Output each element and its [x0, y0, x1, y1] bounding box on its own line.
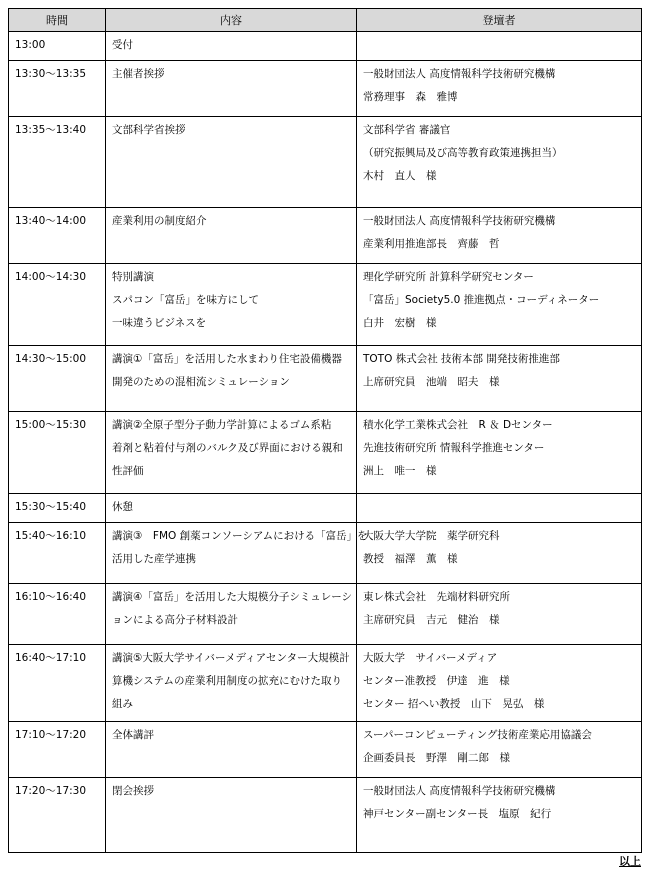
speaker-cell	[357, 778, 642, 853]
header-content: 内容	[106, 9, 357, 32]
table-row	[9, 264, 642, 346]
content-cell	[106, 722, 357, 778]
speaker-line: 一般財団法人 高度情報科学技術研究機構	[363, 785, 556, 797]
time-cell	[9, 117, 106, 208]
speaker-line: 文部科学省 審議官	[363, 124, 451, 136]
table-row	[9, 778, 642, 853]
content-cell	[106, 494, 357, 523]
speaker-cell	[357, 32, 642, 61]
speaker-cell	[357, 584, 642, 645]
speaker-line: 主席研究員 吉元 健治 様	[363, 614, 500, 626]
time-text: 15:40～16:10	[15, 530, 87, 542]
time-text: 15:30～15:40	[15, 501, 87, 513]
speaker-line: 先進技術研究所 情報科学推進センター	[363, 442, 545, 454]
content-line: 講演⑤大阪大学サイバーメディアセンター大規模計	[112, 652, 350, 664]
content-cell	[106, 264, 357, 346]
content-cell	[106, 412, 357, 494]
table-row	[9, 412, 642, 494]
table-row	[9, 346, 642, 412]
table-row	[9, 32, 642, 61]
time-cell	[9, 264, 106, 346]
time-cell	[9, 346, 106, 412]
time-text: 14:00～14:30	[15, 271, 87, 283]
time-cell	[9, 412, 106, 494]
header-time: 時間	[9, 9, 106, 32]
time-text: 16:40～17:10	[15, 652, 87, 664]
time-text: 14:30～15:00	[15, 353, 87, 365]
speaker-cell	[357, 117, 642, 208]
time-cell	[9, 645, 106, 722]
content-line: 全体講評	[112, 729, 154, 741]
content-line: 算機システムの産業利用制度の拡充にむけた取り	[112, 675, 342, 687]
content-line: 講演①「富岳」を活用した水まわり住宅設備機器	[112, 353, 342, 365]
content-line: 受付	[112, 39, 133, 51]
content-cell	[106, 32, 357, 61]
table-row	[9, 208, 642, 264]
content-line: スパコン「富岳」を味方にして	[112, 294, 259, 306]
table-row	[9, 645, 642, 722]
speaker-cell	[357, 494, 642, 523]
speaker-line: 東レ株式会社 先端材料研究所	[363, 591, 510, 603]
content-cell	[106, 208, 357, 264]
content-cell	[106, 346, 357, 412]
speaker-line: 洲上 唯一 様	[363, 465, 437, 477]
time-text: 13:40～14:00	[15, 215, 87, 227]
speaker-cell	[357, 645, 642, 722]
content-line: 休憩	[112, 501, 133, 513]
time-cell	[9, 722, 106, 778]
content-line: 講演③ FMO 創薬コンソーシアムにおける「富岳」を	[112, 530, 368, 542]
time-cell	[9, 32, 106, 61]
time-cell	[9, 584, 106, 645]
time-text: 13:30～13:35	[15, 68, 87, 80]
content-line: 着剤と粘着付与剤のバルク及び界面における親和	[112, 442, 343, 454]
content-line: 性評価	[112, 465, 144, 477]
speaker-line: 教授 福澤 薫 様	[363, 553, 458, 565]
speaker-line: 企画委員長 野澤 剛二郎 様	[363, 752, 510, 764]
speaker-line: 常務理事 森 雅博	[363, 91, 458, 103]
time-text: 17:10～17:20	[15, 729, 87, 741]
content-line: 文部科学省挨拶	[112, 124, 186, 136]
table-row	[9, 584, 642, 645]
table-row	[9, 722, 642, 778]
speaker-line: 大阪大学大学院 薬学研究科	[363, 530, 500, 542]
speaker-line: 理化学研究所 計算科学研究センター	[363, 271, 534, 283]
speaker-line: センター 招へい教授 山下 晃弘 様	[363, 698, 545, 710]
speaker-cell	[357, 412, 642, 494]
closing-mark: 以上	[619, 855, 641, 868]
speaker-line: 一般財団法人 高度情報科学技術研究機構	[363, 215, 556, 227]
speaker-cell	[357, 61, 642, 117]
speaker-line: TOTO 株式会社 技術本部 開発技術推進部	[363, 353, 560, 365]
schedule-table	[8, 8, 642, 853]
time-text: 16:10～16:40	[15, 591, 87, 603]
content-line: 講演④「富岳」を活用した大規模分子シミュレーシ	[112, 591, 352, 603]
content-line: 閉会挨拶	[112, 785, 154, 797]
speaker-cell	[357, 208, 642, 264]
table-row	[9, 117, 642, 208]
content-line: 活用した産学連携	[112, 553, 196, 565]
table-row	[9, 494, 642, 523]
speaker-line: 木村 直人 様	[363, 170, 437, 182]
content-line: 講演②全原子型分子動力学計算によるゴム系粘	[112, 419, 332, 431]
content-cell	[106, 584, 357, 645]
speaker-line: センター准教授 伊達 進 様	[363, 675, 510, 687]
header-row	[9, 9, 642, 32]
speaker-line: 神戸センター副センター長 塩原 紀行	[363, 808, 552, 820]
time-cell	[9, 61, 106, 117]
time-text: 13:35～13:40	[15, 124, 87, 136]
content-line: 特別講演	[112, 271, 154, 283]
speaker-line: 上席研究員 池端 昭夫 様	[363, 376, 500, 388]
time-text: 15:00～15:30	[15, 419, 87, 431]
content-line: ョンによる高分子材料設計	[112, 614, 238, 626]
speaker-line: スーパーコンピューティング技術産業応用協議会	[363, 729, 592, 741]
content-line: 組み	[112, 698, 133, 710]
content-line: 主催者挨拶	[112, 68, 165, 80]
content-cell	[106, 117, 357, 208]
content-cell	[106, 645, 357, 722]
content-line: 一味違うビジネスを	[112, 317, 207, 329]
speaker-cell	[357, 264, 642, 346]
time-cell	[9, 778, 106, 853]
schedule-body	[9, 32, 642, 853]
time-text: 17:20～17:30	[15, 785, 87, 797]
speaker-line: 一般財団法人 高度情報科学技術研究機構	[363, 68, 556, 80]
speaker-cell	[357, 523, 642, 584]
speaker-line: 白井 宏樹 様	[363, 317, 437, 329]
speaker-cell	[357, 722, 642, 778]
content-cell	[106, 61, 357, 117]
speaker-line: 「富岳」Society5.0 推進拠点・コーディネーター	[363, 294, 600, 306]
time-cell	[9, 208, 106, 264]
header-speaker: 登壇者	[357, 9, 642, 32]
time-text: 13:00	[15, 39, 46, 51]
speaker-line: 大阪大学 サイバーメディア	[363, 652, 498, 664]
time-cell	[9, 523, 106, 584]
content-cell	[106, 523, 368, 584]
content-line: 産業利用の制度紹介	[112, 215, 207, 227]
time-cell	[9, 494, 106, 523]
content-cell	[106, 778, 357, 853]
speaker-cell	[357, 346, 642, 412]
table-row	[9, 61, 642, 117]
speaker-line: 産業利用推進部長 齊藤 哲	[363, 238, 500, 250]
table-row	[9, 523, 642, 584]
speaker-line: （研究振興局及び高等教育政策連携担当）	[363, 147, 563, 159]
content-line: 開発のための混相流シミュレーション	[112, 376, 290, 388]
speaker-line: 積水化学工業株式会社 R ＆ Dセンター	[363, 419, 553, 431]
